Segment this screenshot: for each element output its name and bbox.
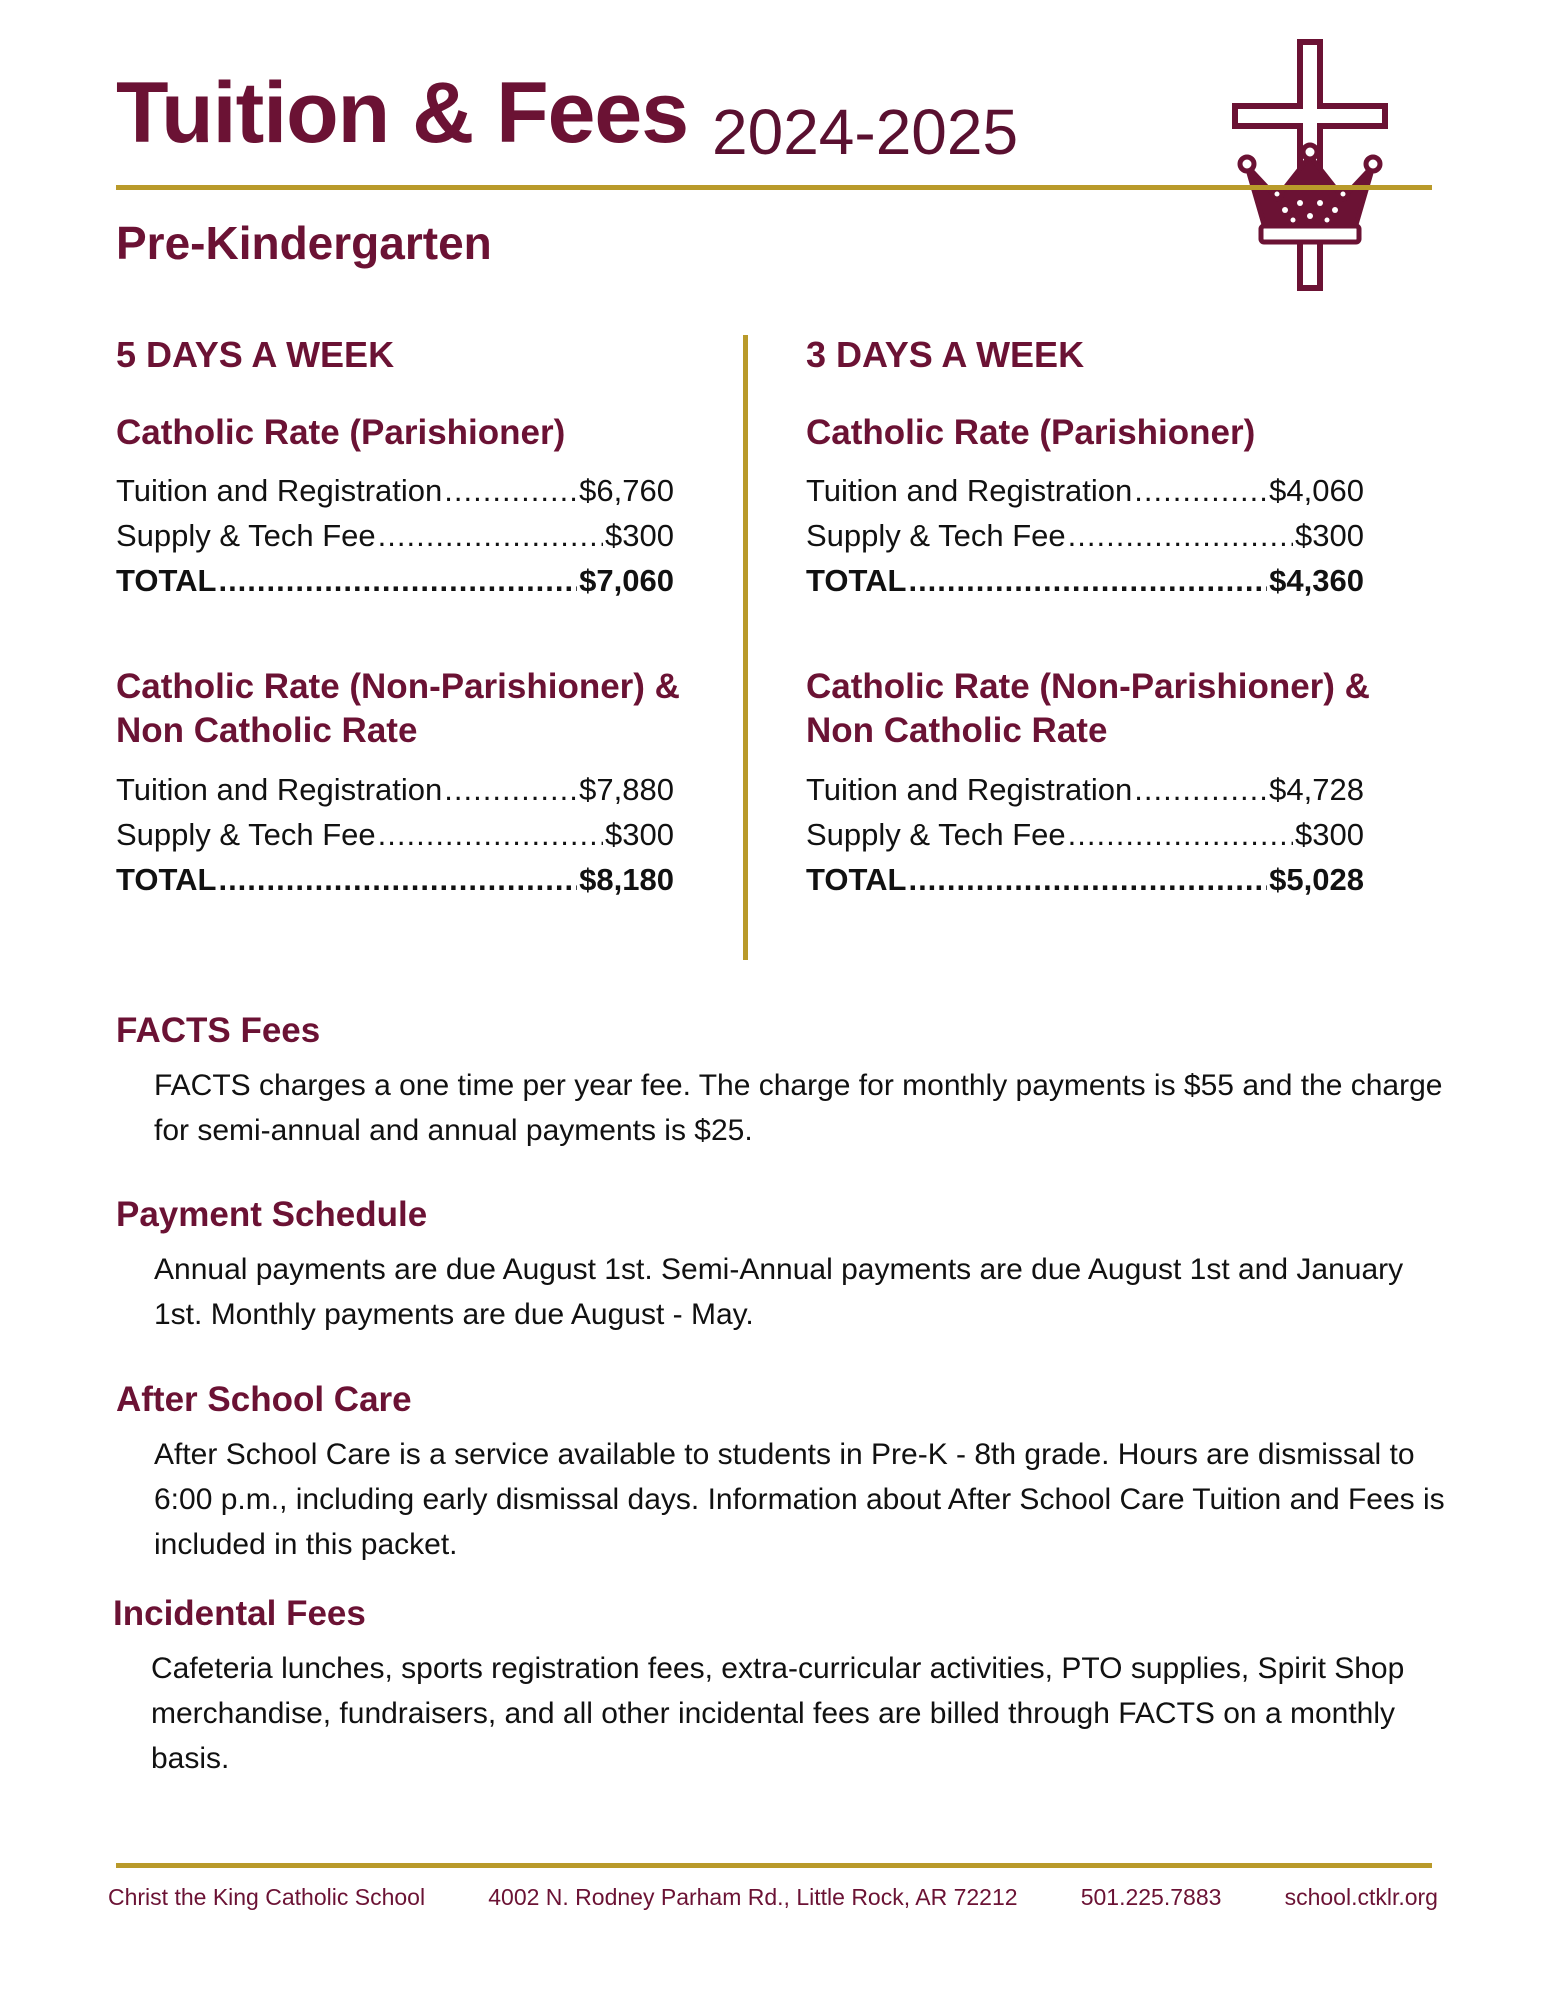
footer-divider — [116, 1863, 1432, 1868]
header-divider — [116, 185, 1432, 190]
fee-amount: $7,880 — [579, 771, 674, 807]
fee-label: TOTAL — [806, 563, 907, 599]
fee-row-tuition — [806, 767, 1364, 812]
section-title: Incidental Fees — [113, 1594, 366, 1633]
dot-leader — [378, 812, 603, 857]
dot-leader — [1068, 812, 1293, 857]
fee-label: TOTAL — [116, 861, 217, 897]
footer-address: 4002 N. Rodney Parham Rd., Little Rock, AR 72212 — [488, 1884, 1018, 1910]
rate-block-non-parishioner — [806, 665, 1406, 902]
fee-label: Supply & Tech Fee — [116, 518, 376, 554]
dot-leader — [1134, 767, 1267, 812]
fee-amount: $8,180 — [579, 861, 674, 897]
section-text: FACTS charges a one time per year fee. The charge for monthly payments is $55 and the charge for semi-annual and annual payments is $25. — [154, 1068, 1443, 1147]
footer-website-link[interactable]: school.ctklr.org — [1284, 1884, 1438, 1910]
rate-title: Catholic Rate (Parishioner) — [116, 412, 566, 452]
fee-amount: $6,760 — [579, 473, 674, 509]
fee-amount: $4,060 — [1269, 473, 1364, 509]
footer-school-name: Christ the King Catholic School — [108, 1884, 426, 1910]
fee-label: Supply & Tech Fee — [806, 816, 1066, 852]
dot-leader — [1134, 468, 1267, 513]
fee-row-supply — [806, 513, 1364, 558]
footer-phone: 501.225.7883 — [1080, 1884, 1222, 1910]
fee-row-tuition — [116, 468, 674, 513]
page-title: Tuition & Fees — [116, 65, 689, 161]
rate-block-non-parishioner — [116, 665, 716, 902]
cross-crown-icon — [1225, 38, 1395, 293]
column-3-days — [806, 335, 1406, 964]
fee-row-supply — [116, 812, 674, 857]
fee-label: Tuition and Registration — [116, 771, 443, 807]
dot-leader — [444, 468, 577, 513]
fee-row-tuition — [116, 767, 674, 812]
fee-row-tuition — [806, 468, 1364, 513]
section-title: FACTS Fees — [116, 1011, 321, 1050]
dot-leader — [1068, 513, 1293, 558]
dot-leader — [908, 558, 1267, 603]
rate-title: Catholic Rate (Non-Parishioner) & Non Catholic Rate — [806, 667, 1370, 751]
fee-label: Tuition and Registration — [806, 771, 1133, 807]
fee-label: Supply & Tech Fee — [806, 518, 1066, 554]
fee-label: Supply & Tech Fee — [116, 816, 376, 852]
dot-leader — [444, 767, 577, 812]
rate-title: Catholic Rate (Non-Parishioner) & Non Catholic Rate — [116, 667, 680, 751]
fee-amount: $4,360 — [1269, 563, 1364, 599]
grade-subtitle: Pre-Kindergarten — [116, 217, 492, 269]
fee-amount: $300 — [605, 518, 674, 554]
fee-label: TOTAL — [116, 563, 217, 599]
fee-amount: $300 — [1295, 816, 1364, 852]
column-5-days — [116, 335, 716, 964]
section-text: Cafeteria lunches, sports registration fees, extra-curricular activities, PTO supplies, Spirit Shop merchandise, fundraisers, and all other incidental fees are billed through FACTS on a monthly basis. — [151, 1651, 1405, 1775]
section-facts-fees — [116, 1012, 1456, 1153]
rate-block-parishioner — [806, 411, 1406, 604]
section-title: After School Care — [116, 1380, 412, 1419]
dot-leader — [908, 857, 1267, 902]
fee-amount: $5,028 — [1269, 861, 1364, 897]
fee-label: TOTAL — [806, 861, 907, 897]
dot-leader — [218, 558, 577, 603]
section-after-school-care — [116, 1381, 1456, 1567]
fee-row-supply — [116, 513, 674, 558]
section-title: Payment Schedule — [116, 1195, 428, 1234]
column-divider — [743, 335, 748, 960]
column-heading: 5 DAYS A WEEK — [116, 334, 395, 375]
section-payment-schedule — [116, 1196, 1456, 1337]
fee-label: Tuition and Registration — [116, 473, 443, 509]
fee-amount: $7,060 — [579, 563, 674, 599]
column-heading: 3 DAYS A WEEK — [806, 334, 1085, 375]
fee-row-total — [806, 857, 1364, 902]
fee-amount: $4,728 — [1269, 771, 1364, 807]
fee-row-supply — [806, 812, 1364, 857]
fee-row-total — [116, 857, 674, 902]
fee-row-total — [116, 558, 674, 603]
fee-label: Tuition and Registration — [806, 473, 1133, 509]
dot-leader — [218, 857, 577, 902]
rate-block-parishioner — [116, 411, 716, 604]
rate-title: Catholic Rate (Parishioner) — [806, 412, 1256, 452]
fee-row-total — [806, 558, 1364, 603]
section-text: After School Care is a service available to students in Pre-K - 8th grade. Hours are dismissal to 6:00 p.m., including early dismissal days. Information about After School Care Tuition and Fees is included in this packet. — [154, 1437, 1445, 1561]
dot-leader — [378, 513, 603, 558]
footer — [108, 1884, 1438, 1911]
school-year: 2024-2025 — [712, 96, 1019, 168]
fee-amount: $300 — [605, 816, 674, 852]
section-text: Annual payments are due August 1st. Semi-Annual payments are due August 1st and January 1st. Monthly payments are due August - May. — [154, 1252, 1404, 1331]
fee-amount: $300 — [1295, 518, 1364, 554]
section-incidental-fees — [113, 1595, 1453, 1781]
